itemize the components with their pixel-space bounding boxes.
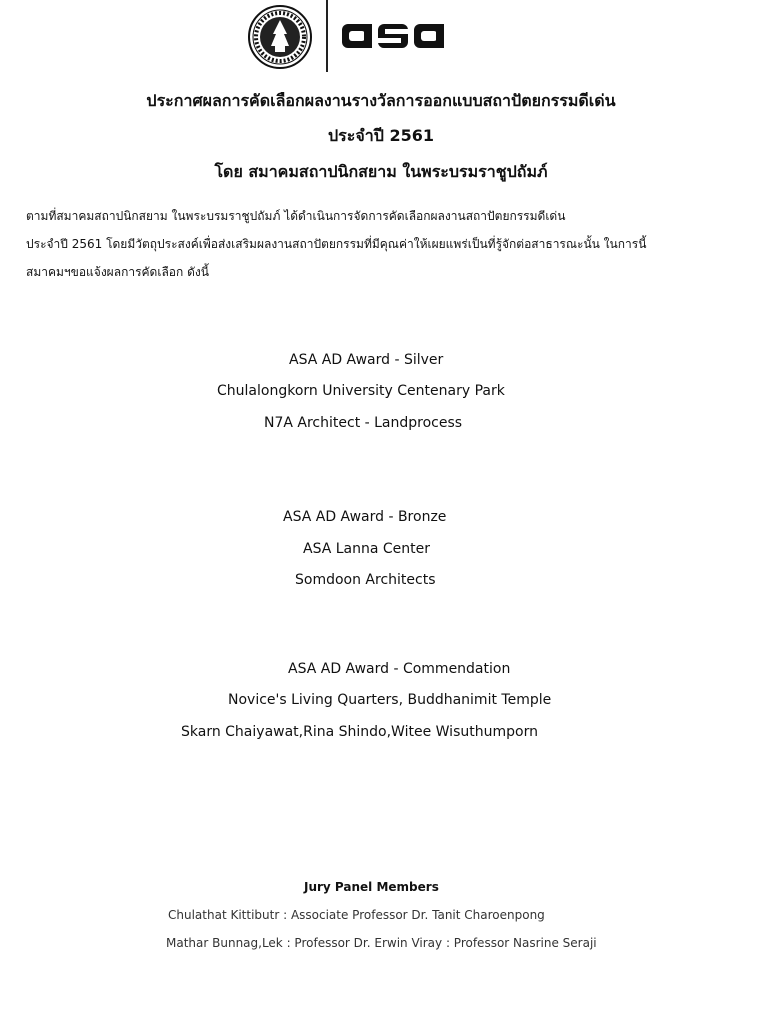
award-architect-commendation: Skarn Chaiyawat,Rina Shindo,Witee Wisuthumporn bbox=[181, 724, 538, 740]
award-title-commendation: ASA AD Award - Commendation bbox=[288, 661, 511, 677]
asa-logo bbox=[340, 18, 446, 54]
jury-members-line: Chulathat Kittibutr : Associate Professor Dr. Tanit Charoenpong bbox=[168, 908, 545, 922]
announcement-organizer: โดย สมาคมสถาปนิกสยาม ในพระบรมราชูปถัมภ์ bbox=[214, 162, 548, 181]
award-title-silver: ASA AD Award - Silver bbox=[289, 352, 444, 368]
award-project-bronze: ASA Lanna Center bbox=[303, 541, 431, 557]
announcement-year: ประจำปี 2561 bbox=[328, 126, 434, 145]
intro-paragraph-line: ตามที่สมาคมสถาปนิกสยาม ในพระบรมราชูปถัมภ์ ได้ดำเนินการจัดการคัดเลือกผลงานสถาปัตยกรรมดีเด่น bbox=[26, 209, 566, 223]
jury-members-line: Mathar Bunnag,Lek : Professor Dr. Erwin Viray : Professor Nasrine Seraji bbox=[166, 936, 597, 950]
intro-paragraph-line: สมาคมฯขอแจ้งผลการคัดเลือก ดังนี้ bbox=[26, 265, 209, 279]
award-architect-bronze: Somdoon Architects bbox=[295, 572, 436, 588]
award-project-silver: Chulalongkorn University Centenary Park bbox=[217, 383, 505, 399]
award-title-bronze: ASA AD Award - Bronze bbox=[283, 509, 447, 525]
logo-divider bbox=[326, 0, 328, 72]
award-project-commendation: Novice's Living Quarters, Buddhanimit Temple bbox=[228, 692, 552, 708]
jury-heading: Jury Panel Members bbox=[304, 880, 439, 894]
association-seal-logo bbox=[247, 4, 313, 70]
intro-paragraph-line: ประจำปี 2561 โดยมีวัตถุประสงค์เพื่อส่งเสริมผลงานสถาปัตยกรรมที่มีคุณค่าให้เผยแพร่เป็นที่รู้จักต่อสาธารณะนั้น ในการนี้ bbox=[26, 237, 647, 251]
announcement-title: ประกาศผลการคัดเลือกผลงานรางวัลการออกแบบสถาปัตยกรรมดีเด่น bbox=[146, 91, 616, 110]
award-architect-silver: N7A Architect - Landprocess bbox=[264, 415, 463, 431]
